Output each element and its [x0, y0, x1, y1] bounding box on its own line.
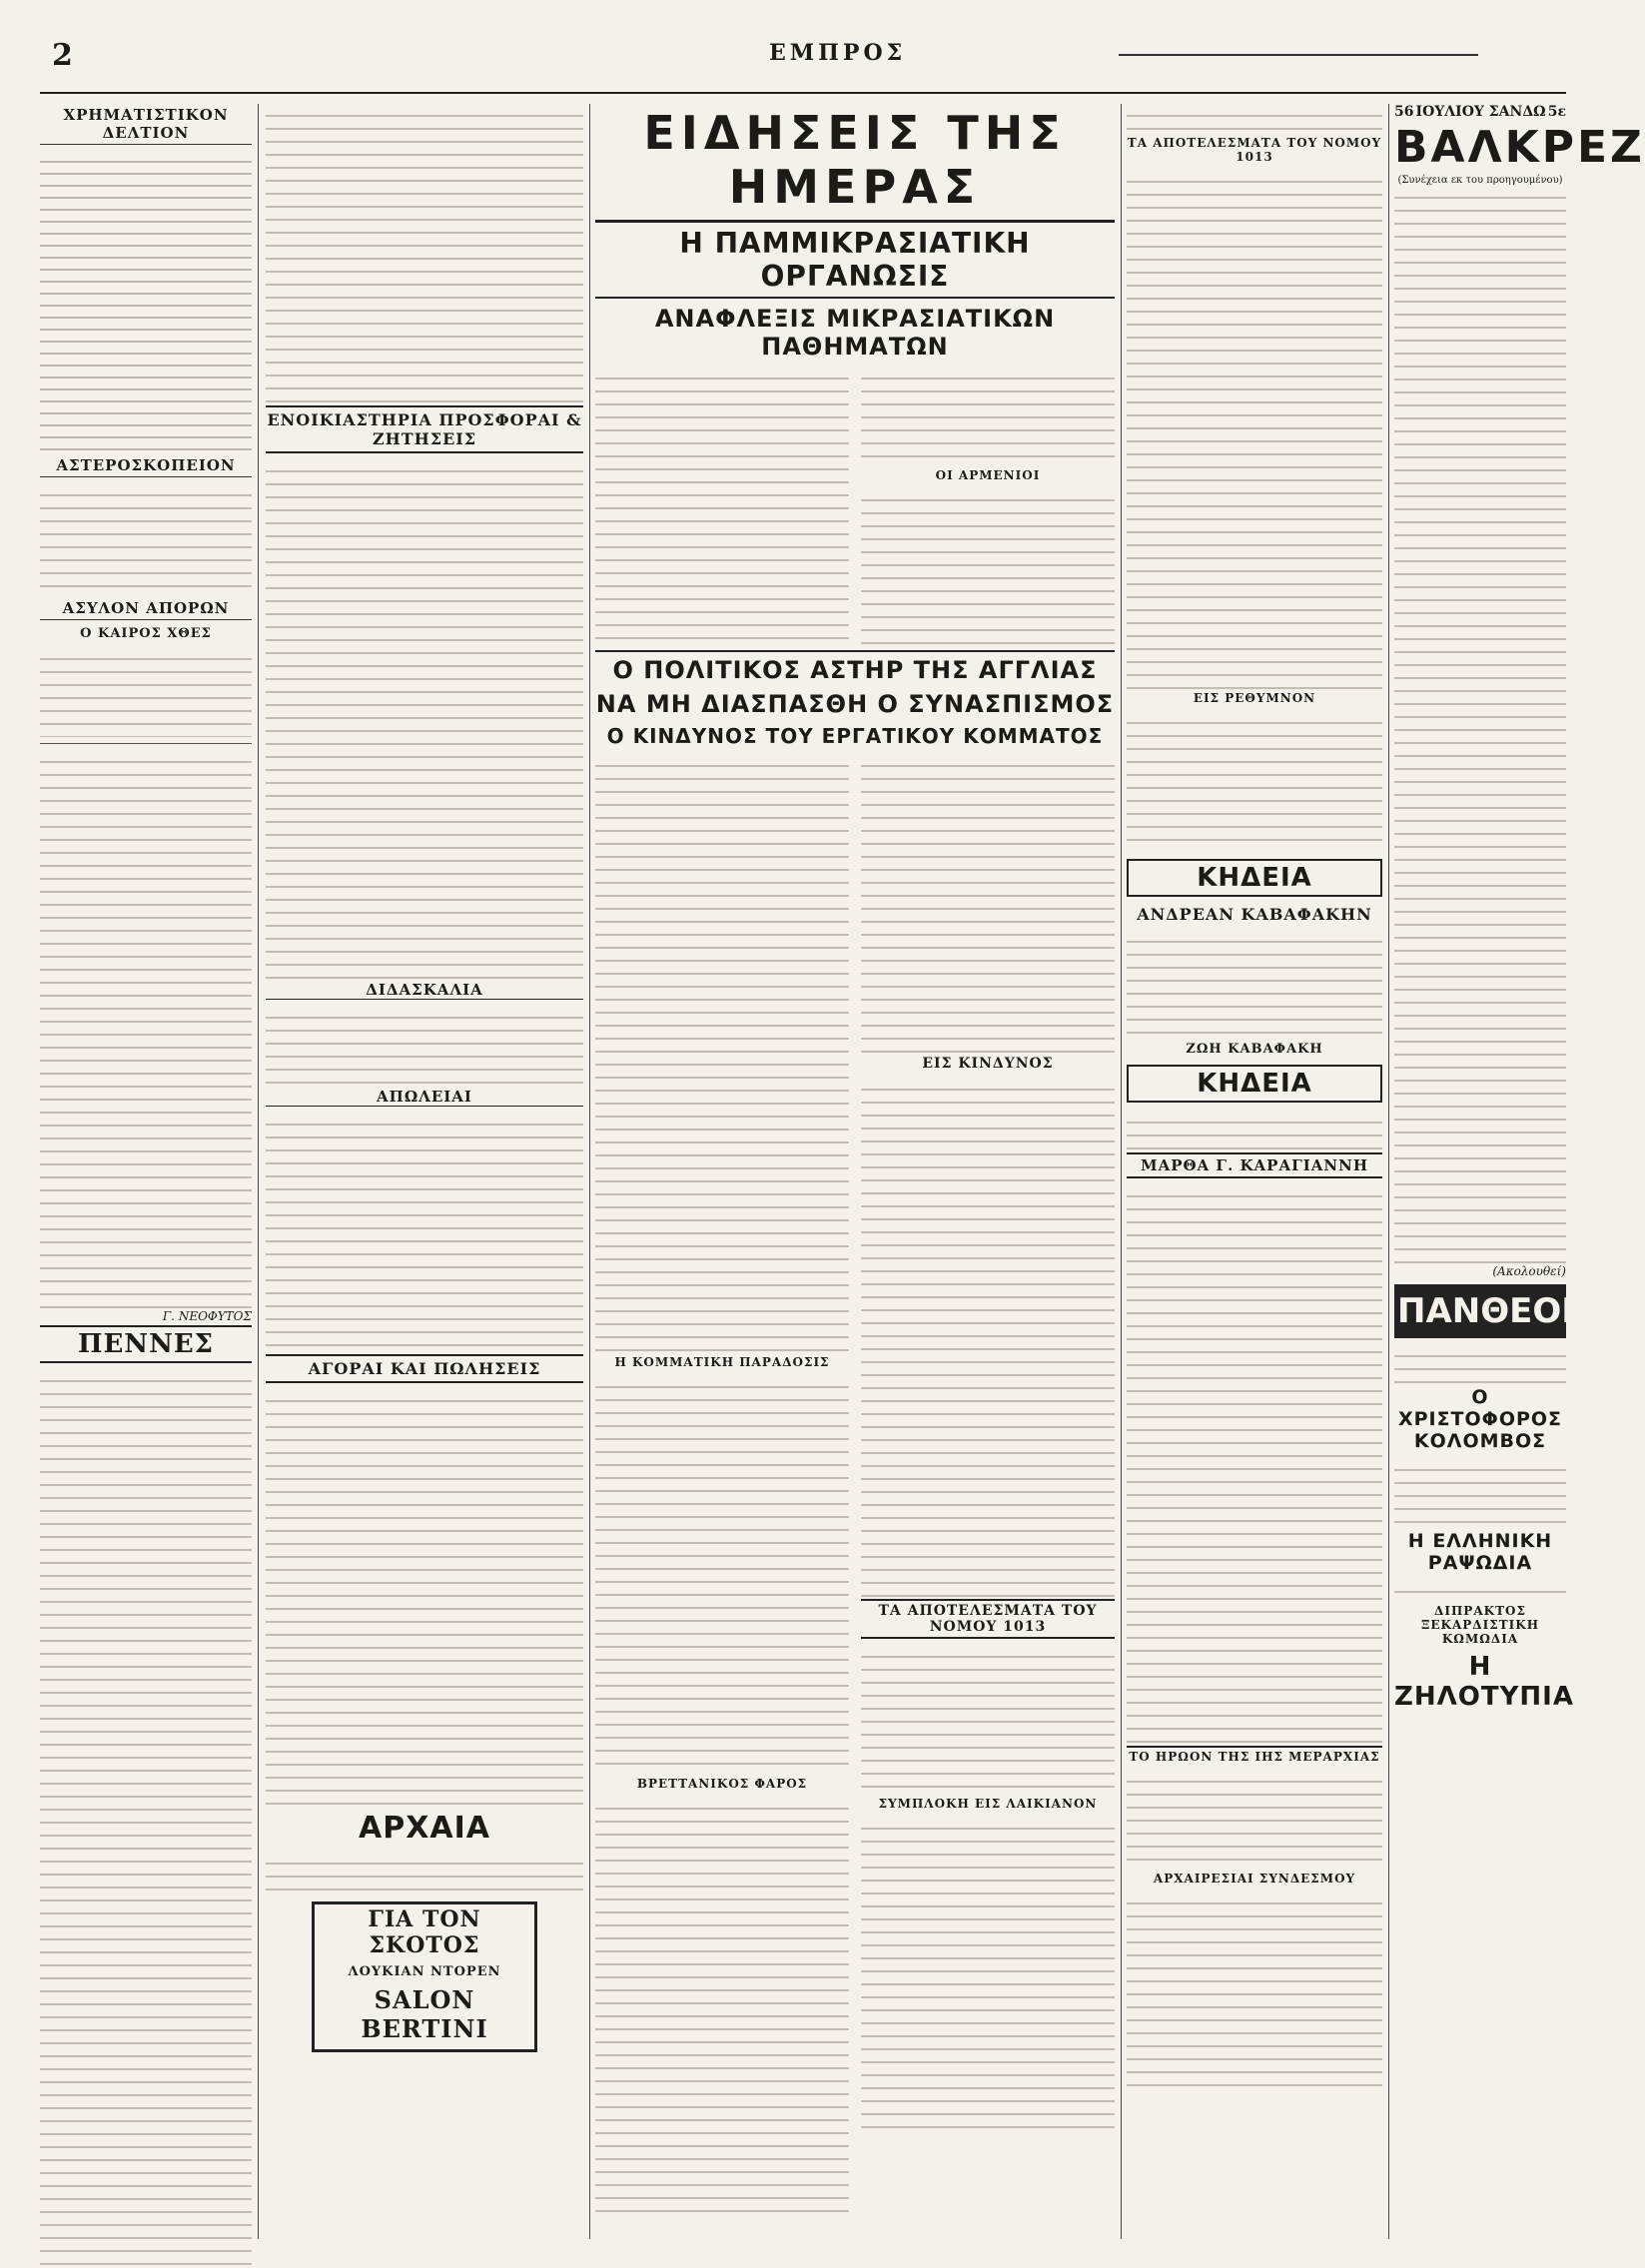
- martha-heading: ΜΑΡΘΑ Γ. ΚΑΡΑΓΙΑΝΝΗ: [1127, 1152, 1382, 1178]
- funeral-heading: ΚΗΔΕΙΑ: [1127, 859, 1382, 897]
- column-5: [1394, 104, 1645, 2239]
- politician-heading: Ο ΠΟΛΙΤΙΚΟΣ ΑΣΤΗΡ ΤΗΣ ΑΓΓΛΙΑΣ: [595, 650, 1115, 684]
- rhapsody-title: Η ΕΛΛΗΝΙΚΗ ΡΑΨΩΔΙΑ: [1407, 1530, 1553, 1574]
- column-rule: [1388, 104, 1389, 2239]
- funeral2-text: [1127, 1111, 1382, 1150]
- not-split-heading: ΝΑ ΜΗ ΔΙΑΣΠΑΣΘΗ Ο ΣΥΝΑΣΠΙΣΜΟΣ: [595, 690, 1115, 718]
- bulletin-heading: ΧΡΗΜΑΤΙΣΤΙΚΟΝ ΔΕΛΤΙΟΝ: [40, 106, 252, 145]
- serial-header: [1394, 104, 1566, 120]
- rethymno-heading: ΕΙΣ ΡΕΘΥΜΝΟΝ: [1193, 691, 1316, 705]
- serial-subtitle: (Συνέχεια εκ του προηγουμένου): [1397, 175, 1563, 186]
- comedy-title: ΔΙΠΡΑΚΤΟΣ ΞΕΚΑΡΔΙΣΤΙΚΗ ΚΩΜΩΔΙΑ: [1420, 1604, 1540, 1646]
- masthead: [40, 32, 1566, 94]
- danger-heading: Ο ΚΙΝΔΥΝΟΣ ΤΟΥ ΕΡΓΑΤΙΚΟΥ ΚΟΜΜΑΤΟΣ: [606, 724, 1104, 748]
- arxaia-ad: ΑΡΧΑΙΑ: [359, 1811, 490, 1846]
- theatre-title: ΓΙΑ ΤΟΝ ΣΚΟΤΟΣ: [368, 1906, 481, 1958]
- funeral2-heading: ΚΗΔΕΙΑ: [1127, 1065, 1382, 1103]
- article-body: [595, 367, 1115, 648]
- article-signature: Γ. ΝΕΟΦΥΤΟΣ: [162, 1309, 252, 1323]
- bulletin-table: [40, 151, 252, 450]
- rethymno-text: [1127, 711, 1382, 851]
- column-rule: [258, 104, 259, 2239]
- jealousy-title: Η ΖΗΛΟΤΥΠΙΑ: [1394, 1652, 1574, 1712]
- archaeo-heading: ΑΡΧΑΙΡΕΣΙΑΙ ΣΥΝΔΕΣΜΟΥ: [1153, 1872, 1356, 1886]
- page-number: 2: [52, 38, 73, 73]
- news-heading: ΕΙΔΗΣΕΙΣ ΤΗΣ ΗΜΕΡΑΣ: [643, 106, 1067, 214]
- theatre-ad: [312, 1901, 537, 2052]
- funeral-name: ΑΝΔΡΕΑΝ ΚΑΒΑΦΑΚΗΝ: [1137, 905, 1372, 924]
- theatre-author: ΛΟΥΚΙΑΝ ΝΤΟΡΕΝ: [348, 1964, 501, 1979]
- serial-name: ΒΑΛΚΡΕΖ: [1394, 122, 1645, 173]
- serial-number: 56: [1394, 104, 1414, 120]
- astro-text: [40, 483, 252, 593]
- pantheon-title: ΠΑΝΘΕΟΝ: [1397, 1287, 1563, 1335]
- pantheon-ad: [1394, 1284, 1590, 1338]
- article-text: [40, 750, 252, 1309]
- pennes-text: [40, 1369, 252, 2268]
- divider: [40, 743, 252, 744]
- meeting-heading: ΣΥΜΠΛΟΚΗ ΕΙΣ ΛΑΙΚΙΑΝΟΝ: [878, 1797, 1098, 1811]
- paper-name: ΕΜΠΡΟΣ: [769, 40, 907, 66]
- column-rule: [1121, 104, 1122, 2239]
- funeral-text: [1127, 930, 1382, 1040]
- arxaia-text: [266, 1852, 583, 1891]
- lost-text: [266, 1113, 583, 1352]
- martha-text: [1127, 1184, 1382, 1744]
- lessons-text: [266, 1006, 583, 1086]
- asylum-heading: ΑΣΥΛΟΝ ΑΠΟΡΩΝ: [40, 599, 252, 620]
- pantheon-text: [1394, 1344, 1566, 1384]
- results-text: [1127, 170, 1382, 689]
- rhapsody-text: [1394, 1580, 1566, 1602]
- danger2-heading: ΕΙΣ ΚΙΝΔΥΝΟΣ: [922, 1056, 1054, 1072]
- serial-author: ΙΟΥΛΙΟΥ ΣΑΝΔΩ: [1415, 104, 1546, 120]
- law-heading: ΤΑ ΑΠΟΤΕΛΕΣΜΑΤΑ ΤΟΥ ΝΟΜΟΥ 1013: [861, 1599, 1115, 1639]
- pennes-heading: ΠΕΝΝΕΣ: [40, 1325, 252, 1363]
- serial-signature: (Ακολουθεί): [1492, 1264, 1566, 1278]
- rent-heading: ΕΝΟΙΚΙΑΣΤΗΡΙΑ ΠΡΟΣΦΟΡΑΙ & ΖΗΤΗΣΕΙΣ: [266, 405, 583, 453]
- article-text: [266, 104, 583, 403]
- column-rule: [589, 104, 590, 2239]
- columbus-text: [1394, 1458, 1566, 1528]
- merarchia-text: [1127, 1770, 1382, 1870]
- column-1: [40, 104, 252, 2239]
- column-3: [595, 104, 1115, 2239]
- astro-heading: ΑΣΤΕΡΟΣΚΟΠΕΙΟΝ: [40, 456, 252, 477]
- newspaper-page: [40, 32, 1645, 2239]
- serial-text: [1394, 186, 1566, 1264]
- columbus-title: Ο ΧΡΙΣΤΟΦΟΡΟΣ ΚΟΛΟΜΒΟΣ: [1397, 1386, 1563, 1452]
- lessons-heading: ΔΙΔΑΣΚΑΛΙΑ: [266, 981, 583, 1000]
- weather-text: [40, 647, 252, 737]
- column-4: [1127, 104, 1382, 2239]
- merarchia-heading: ΤΟ ΗΡΩΟΝ ΤΗΣ ΙΗΣ ΜΕΡΑΡΧΙΑΣ: [1127, 1746, 1382, 1764]
- article-body: [595, 754, 1115, 2216]
- org-heading: Η ΠΑΜΜΙΚΡΑΣΙΑΤΙΚΗ ΟΡΓΑΝΩΣΙΣ: [595, 220, 1115, 299]
- sales-heading: ΑΓΟΡΑΙ ΚΑΙ ΠΩΛΗΣΕΙΣ: [266, 1354, 583, 1383]
- theatre-venue: SALON BERTINI: [361, 1985, 488, 2043]
- funeral-sign: ΖΩΗ ΚΑΒΑΦΑΚΗ: [1186, 1042, 1323, 1057]
- results-heading: ΤΑ ΑΠΟΤΕΛΕΣΜΑΤΑ ΤΟΥ ΝΟΜΟΥ 1013: [1127, 136, 1382, 164]
- weather-heading: Ο ΚΑΙΡΟΣ ΧΘΕΣ: [80, 626, 212, 641]
- tradition-heading: Η ΚΟΜΜΑΤΙΚΗ ΠΑΡΑΔΟΣΙΣ: [614, 1355, 830, 1369]
- armenians-heading: ΟΙ ΑΡΜΕΝΙΟΙ: [935, 468, 1041, 482]
- flare-heading: ΑΝΑΦΛΕΞΙΣ ΜΙΚΡΑΣΙΑΤΙΚΩΝ ΠΑΘΗΜΑΤΩΝ: [654, 305, 1056, 361]
- classifieds-text: [266, 459, 583, 979]
- lighthouse-heading: ΒΡΕΤΤΑΝΙΚΟΣ ΦΑΡΟΣ: [636, 1777, 808, 1791]
- article-text: [1127, 104, 1382, 134]
- lost-heading: ΑΠΩΛΕΙΑΙ: [266, 1088, 583, 1107]
- archaeo-text: [1127, 1891, 1382, 2091]
- sales-text: [266, 1389, 583, 1809]
- serial-price: 5ε: [1547, 104, 1566, 120]
- masthead-rule: [1119, 54, 1478, 56]
- column-2: [266, 104, 583, 2239]
